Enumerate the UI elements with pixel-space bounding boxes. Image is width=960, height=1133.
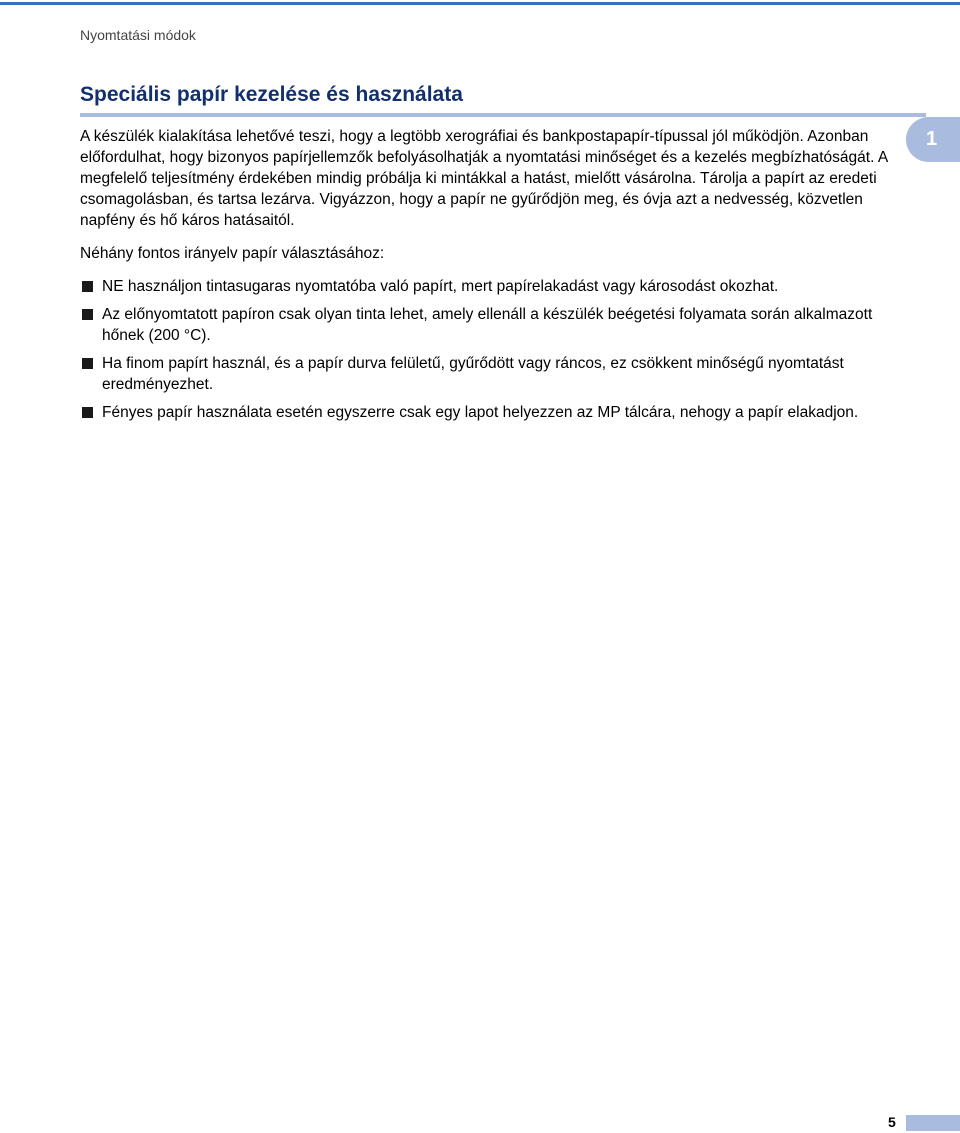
intro-paragraph: A készülék kialakítása lehetővé teszi, hogy a legtöbb xerográfiai és bankpostapapír-típussal jól működjön. Azonban előfordulhat, hogy bizonyos papírjellemzők befolyásolhatják a nyomtatási minőséget és a kezelés megbízhatóságát. A megfelelő teljesítmény érdekében mindig próbálja ki mintákkal a hatást, mielőtt vásárolna. Tárolja a papírt az eredeti csomagolásban, és tartsa lezárva. Vigyázzon, hogy a papír ne gyűrődjön meg, és óvja azt a nedvesség, közvetlen napfény és hő káros hatásaitól. bbox=[80, 128, 888, 229]
list-item-text: Fényes papír használata esetén egyszerre csak egy lapot helyezzen az MP tálcára, nehogy a papír elakadjon. bbox=[102, 404, 859, 421]
list-item-text: NE használjon tintasugaras nyomtatóba való papírt, mert papírelakadást vagy károsodást okozhat. bbox=[102, 278, 779, 295]
chapter-number: 1 bbox=[926, 128, 938, 150]
footer-tab bbox=[906, 1115, 960, 1131]
list-item bbox=[80, 353, 900, 395]
list-item bbox=[80, 304, 900, 346]
list-item-text: Az előnyomtatott papíron csak olyan tinta lehet, amely ellenáll a készülék beégetési folyamata során alkalmazott hőnek (200 °C). bbox=[102, 306, 873, 344]
page-number: 5 bbox=[888, 1114, 896, 1130]
section-body bbox=[80, 126, 900, 430]
running-header: Nyomtatási módok bbox=[80, 27, 196, 43]
chapter-tab bbox=[906, 117, 960, 162]
section-title: Speciális papír kezelése és használata bbox=[80, 83, 463, 106]
square-bullet-icon bbox=[82, 309, 93, 320]
guidelines-heading: Néhány fontos irányelv papír választásához: bbox=[80, 245, 385, 262]
square-bullet-icon bbox=[82, 281, 93, 292]
list-item bbox=[80, 276, 900, 297]
title-underline-rule bbox=[80, 113, 926, 117]
list-item-text: Ha finom papírt használ, és a papír durva felületű, gyűrődött vagy ráncos, ez csökkent minőségű nyomtatást eredményezhet. bbox=[102, 355, 844, 393]
guidelines-list bbox=[80, 276, 900, 423]
square-bullet-icon bbox=[82, 407, 93, 418]
square-bullet-icon bbox=[82, 358, 93, 369]
top-accent-rule bbox=[0, 2, 960, 5]
list-item bbox=[80, 402, 900, 423]
